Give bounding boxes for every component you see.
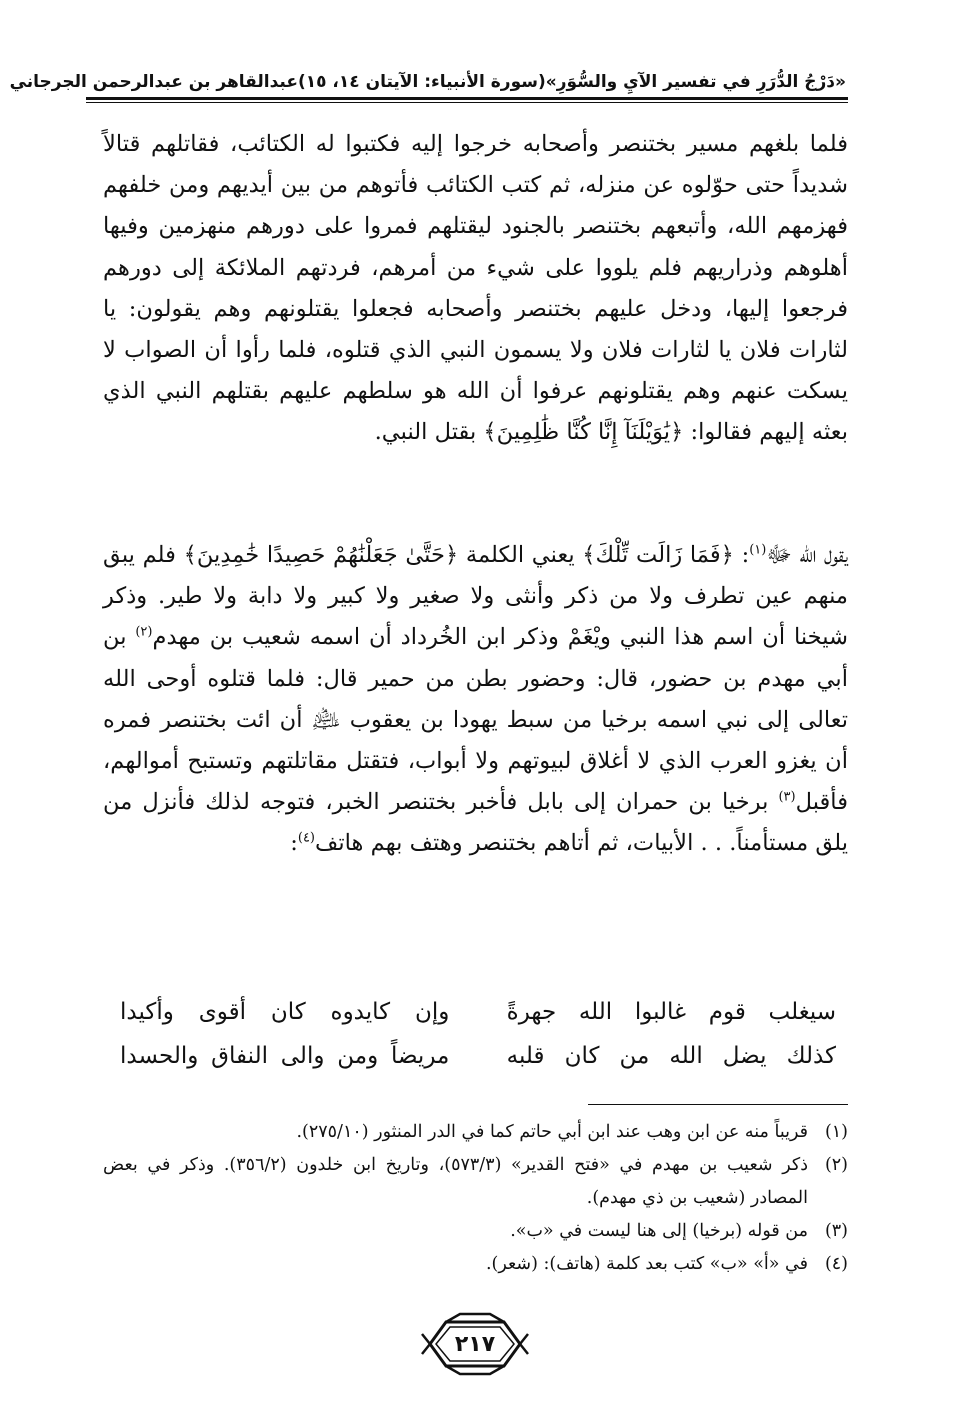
footnote-ref-2[interactable]: (٢) [135,624,153,640]
header-rule [86,97,848,100]
footnote-text: قريباً منه عن ابن وهب عند ابن أبي حاتم كما في الدر المنثور (٢٧٥/١٠). [296,1122,808,1142]
footnotes [103,1116,848,1281]
p2-segment-4: برخيا بن حمران إلى بابل فأخبر بختنصر الخبر، فتوجه لذلك فأنزل من يلق مستأمناً. . . الأبيات، ثم أتاهم بختنصر وهتف بهم هاتف [103,789,848,857]
p2-segment-1: يقول الله ﷻ [766,542,848,568]
p2-segment-2: : ﴿فَمَا زَالَت تِّلْكَ﴾ يعني الكلمة ﴿حَتَّىٰ جَعَلْنَٰهُمْ حَصِيدًا خَٰمِدِينَ﴾ فلم يبق منهم عين تطرف ولا من ذكر وأنثى ولا صغير ولا كبير ولا دابة ولا طير. وذكر شيخنا أن اسم هذا النبي ويْغَمْ وذكر ابن الخُرداد أن اسمه شعيب بن مهدم [103,542,849,651]
paragraph-1 [103,124,848,454]
footnote-2 [103,1149,848,1215]
page-number-block [420,1312,530,1376]
header-surah-ref: (سورة الأنبياء: الآيتان ١٤، ١٥) [297,72,546,92]
footnote-number: (٢) [824,1155,848,1175]
poem-line-1-first-hemistich: سيغلب قوم غالبوا الله جهرةً [506,999,836,1025]
footnote-4 [103,1248,848,1281]
footnote-number: (٣) [824,1221,848,1241]
header-author: عبدالقاهر بن عبدالرحمن الجرجاني [9,72,298,92]
poem-line-1-second-hemistich: وإن كايدوه كان أقوى وأكيدا [120,999,450,1025]
paragraph-2 [103,535,848,865]
footnote-ref-1[interactable]: (١) [749,542,767,558]
poem-line-2-first-hemistich: كذلك يضل الله من كان قلبه [506,1043,836,1069]
footnote-separator [588,1104,848,1105]
p2-segment-3: بن أبي مهدم بن حضور، قال: وحضور بطن من حمير قال: فلما قتلوه أوحى الله تعالى إلى نبي اسمه برخيا من سبط يهودا بن يعقوب ﵇ أن ائت بختنصر فمره أن يغزو العرب الذي لا أغلاق لبيوتهم ولا أبواب، فتقتل مقاتلتهم وتستبح أموالهم، فأقبل [103,624,848,816]
header-book-title: «دَرْجُ الدُّرَرِ في تفسير الآيِ والسُّوَرِ» [545,72,846,92]
paragraph-1-text: فلما بلغهم مسير بختنصر وأصحابه خرجوا إليه فكتبوا له الكتائب، فقاتلهم قتالاً شديداً حتى حوّلوه عن منزله، ثم كتب الكتائب فأتوهم من بين أيديهم ومن خلفهم فهزمهم الله، وأتبعهم بختنصر بالجنود ليقتلهم فمروا على دورهم منهزمين وفيها أهلوهم وذراريهم فلم يلووا على شيء من أمرهم، فردتهم الملائكة إلى دورهم فرجعوا إليها، ودخل عليهم بختنصر وأصحابه فجعلوا يقتلونهم وهم يقولون: يا لثارات فلان يا لثارات فلان ولا يسمون النبي الذي قتلوه، فلما رأوا أن الصواب لا يسكت عنهم وهم يقتلونهم عرفوا أن الله هو سلطهم عليهم بقتلهم النبي الذي بعثه إليهم فقالوا: ﴿يَٰوَيْلَنَآ إِنَّا كُنَّا ظَٰلِمِينَ﴾ بقتل النبي. [103,131,848,446]
footnote-3 [103,1215,848,1248]
poem-line-2-second-hemistich: مريضاً ومن والى النفاق والحسدا [120,1043,450,1069]
poem-line-2 [120,1034,836,1078]
poem [120,990,836,1078]
paragraph-2-text [103,535,848,865]
running-header [9,58,846,92]
poem-line-1 [120,990,836,1034]
footnote-text: في «أ» «ب» كتب بعد كلمة (هاتف): (شعر). [485,1254,808,1274]
header-rule-thin [86,102,848,103]
p2-segment-5: : [290,830,298,857]
footnote-ref-3[interactable]: (٣) [778,789,796,805]
footnote-ref-4[interactable]: (٤) [297,830,315,846]
footnote-number: (١) [824,1122,848,1142]
page-number: ٢١٧ [454,1331,496,1357]
footnote-text: ذكر شعيب بن مهدم في «فتح القدير» (٥٧٣/٣)، وتاريخ ابن خلدون (٣٥٦/٢). وذكر في بعض المصادر (شعيب بن ذي مهدم). [103,1155,808,1208]
footnote-text: من قوله (برخيا) إلى هنا ليست في «ب». [510,1221,808,1241]
footnote-1 [103,1116,848,1149]
footnote-number: (٤) [824,1254,848,1274]
